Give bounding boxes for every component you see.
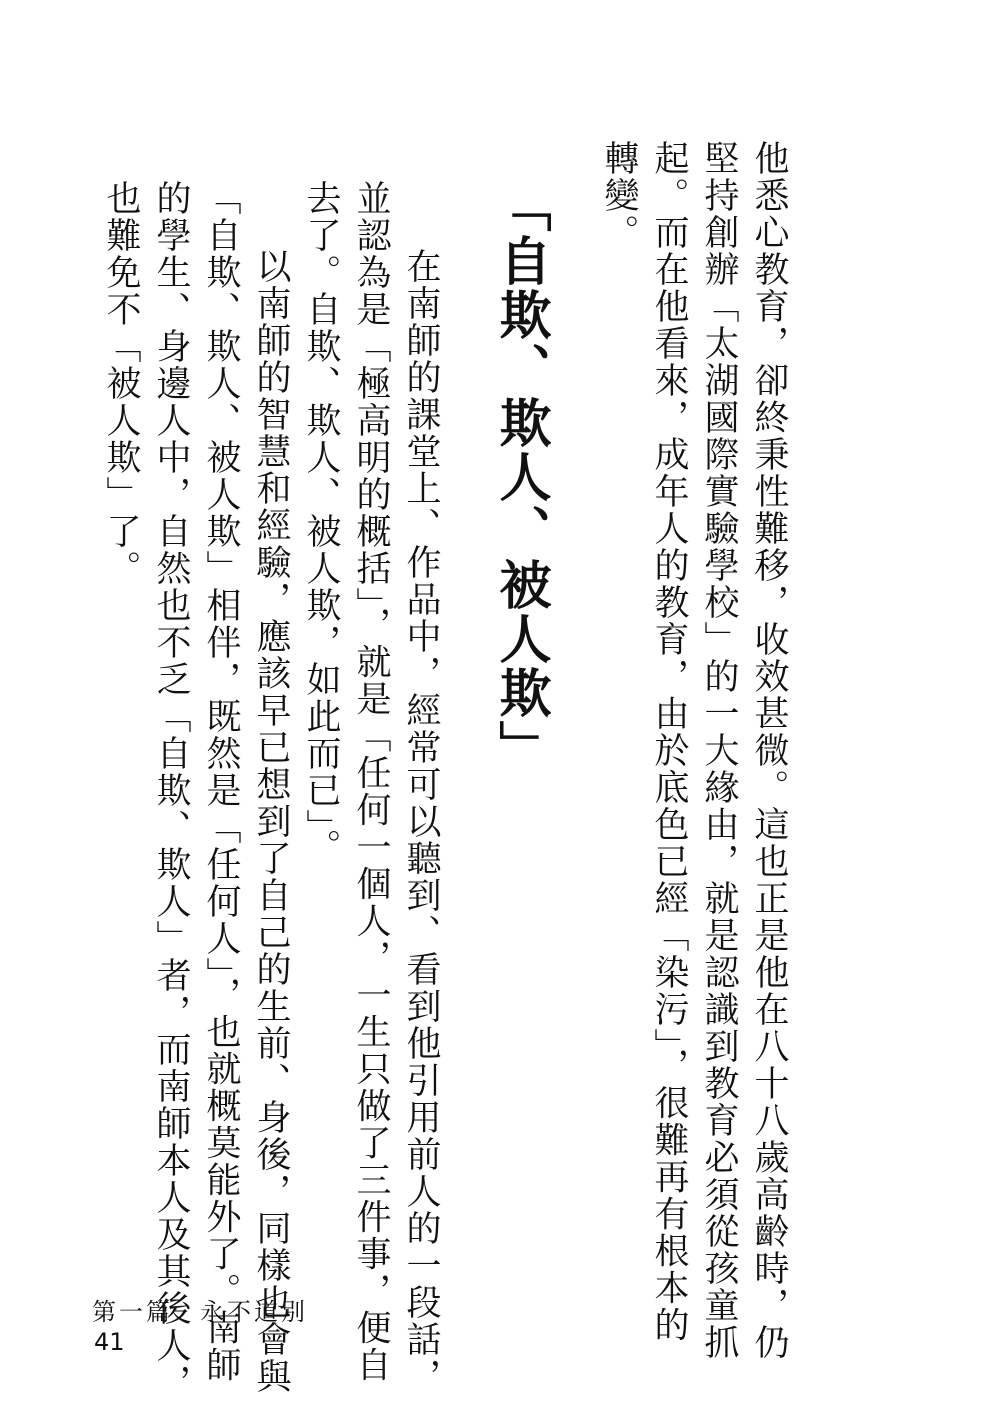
text-column: 去了。自欺、欺人、被人欺，如此而已」。 — [301, 180, 341, 866]
text-column: 也難免不「被人欺」了。 — [101, 180, 141, 587]
text-column: 起。而在他看來，成年人的教育，由於底色已經「染污」，很難再有根本的 — [649, 140, 689, 1344]
text-column: 堅持創辦「太湖國際實驗學校」的一大緣由，就是認識到教育必須從孩童抓 — [699, 140, 739, 1361]
section-heading: 「自欺、欺人、被人欺」 — [490, 180, 550, 774]
text-column: 他悉心教育，卻終秉性難移，收效甚微。這也正是他在八十八歲高齡時，仍 — [749, 140, 789, 1361]
text-column: 在南師的課堂上、作品中，經常可以聽到、看到他引用前人的一段話， — [401, 248, 441, 1395]
text-column: 的學生、身邊人中，自然也不乏「自欺、欺人」者，而南師本人及其後人， — [151, 180, 191, 1401]
text-column: 以南師的智慧和經驗，應該早已想到了自己的生前、身後，同樣也會與 — [251, 248, 291, 1395]
text-column: 「自欺、欺人、被人欺」相伴，既然是「任何人」，也就概莫能外了。南師 — [201, 180, 241, 1384]
page-number: 41 — [94, 1328, 125, 1356]
text-column: 並認為是「極高明的概括」，就是「任何一個人，一生只做了三件事，便自 — [351, 180, 391, 1384]
text-column: 轉變。 — [599, 140, 639, 251]
chapter-title: 第一篇 永不道別 — [92, 1298, 308, 1326]
